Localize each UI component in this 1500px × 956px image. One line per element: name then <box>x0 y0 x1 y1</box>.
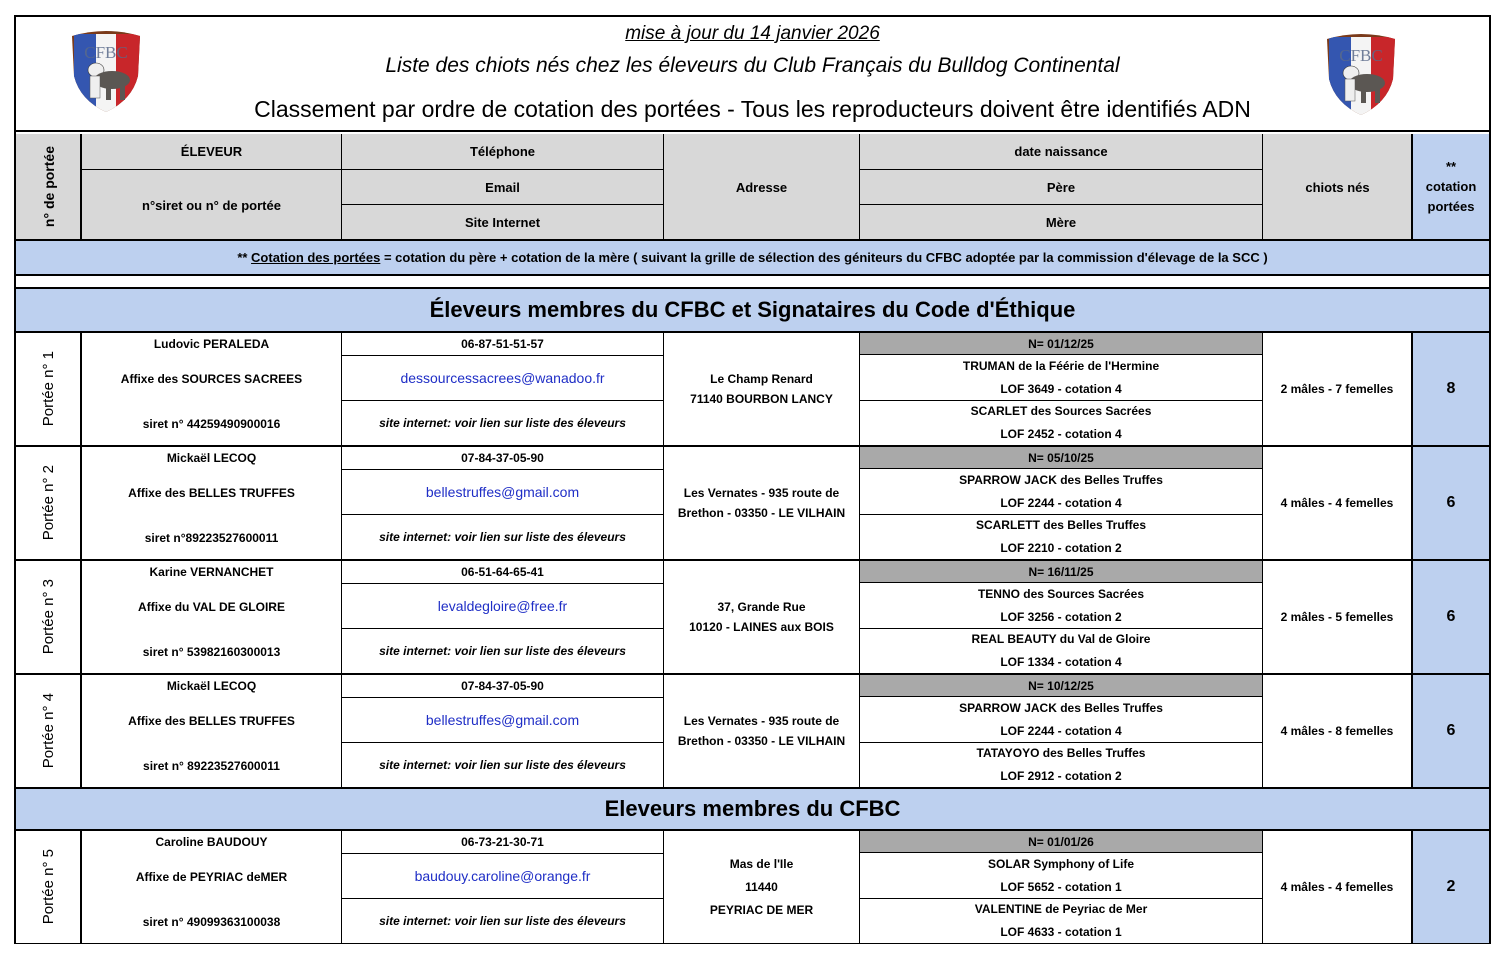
col-phone: Téléphone <box>342 134 663 169</box>
grid-line <box>663 447 664 559</box>
mother-name: REAL BEAUTY du Val de Gloire <box>971 632 1151 646</box>
breeder-email-link[interactable]: levaldegloire@free.fr <box>342 584 663 628</box>
breeder-website-note: site internet: voir lien sur liste des éleveurs <box>342 899 663 943</box>
grid-line <box>859 333 860 445</box>
breeder-affix: Affixe du VAL DE GLOIRE <box>82 583 341 631</box>
birth-date: N= 01/01/26 <box>860 831 1262 852</box>
grid-line <box>342 583 663 584</box>
breeder-siret: siret n°89223527600011 <box>82 517 341 559</box>
mother-cell <box>860 899 1262 943</box>
breeder-name: Mickaël LECOQ <box>82 447 341 469</box>
section-title-members: Eleveurs membres du CFBC <box>16 789 1489 829</box>
puppies-count: 4 mâles - 4 femelles <box>1263 447 1411 559</box>
litter-number: Portée n° 2 <box>39 465 57 541</box>
breeder-address <box>664 675 859 787</box>
row-divider <box>16 787 1489 789</box>
breeder-address <box>664 333 859 445</box>
puppies-count: 2 mâles - 5 femelles <box>1263 561 1411 673</box>
mother-lof: LOF 1334 - cotation 4 <box>1000 655 1122 669</box>
puppies-count: 4 mâles - 8 femelles <box>1263 675 1411 787</box>
puppies-count: 4 mâles - 4 femelles <box>1263 831 1411 943</box>
col-siret: n°siret ou n° de portée <box>82 170 341 240</box>
breeder-name: Caroline BAUDOUY <box>82 831 341 853</box>
address-line: Brethon - 03350 - LE VILHAIN <box>677 506 846 520</box>
grid-line <box>1262 447 1263 559</box>
grid-line <box>663 333 664 445</box>
col-litter-number: n° de portée <box>16 134 81 240</box>
grid-line <box>860 582 1262 583</box>
breeder-name: Ludovic PERALEDA <box>82 333 341 355</box>
father-cell <box>860 583 1262 628</box>
breeder-affix: Affixe des BELLES TRUFFES <box>82 697 341 745</box>
breeder-address <box>664 831 859 943</box>
grid-line <box>341 333 342 445</box>
breeder-affix: Affixe de PEYRIAC deMER <box>82 853 341 901</box>
col-breeder: ÉLEVEUR <box>82 134 341 169</box>
birth-date: N= 01/12/25 <box>860 333 1262 354</box>
cfbc-logo-right <box>1321 31 1401 117</box>
grid-line <box>1262 675 1263 787</box>
grid-line <box>860 468 1262 469</box>
father-name: SPARROW JACK des Belles Truffes <box>959 472 1163 487</box>
grid-line <box>1262 333 1263 445</box>
section-title-ethics: Éleveurs membres du CFBC et Signataires du Code d'Éthique <box>16 289 1489 331</box>
grid-line <box>1411 831 1413 943</box>
birth-date: N= 10/12/25 <box>860 675 1262 696</box>
birth-date: N= 16/11/25 <box>860 561 1262 582</box>
col-puppies: chiots nés <box>1263 134 1412 240</box>
breeder-email-link[interactable]: dessourcessacrees@wanadoo.fr <box>342 356 663 400</box>
breeder-name: Mickaël LECOQ <box>82 675 341 697</box>
address-line: 11440 <box>745 879 778 894</box>
grid-line <box>860 354 1262 355</box>
grid-line <box>342 898 663 899</box>
mother-name: SCARLET des Sources Sacrées <box>970 404 1152 418</box>
breeder-phone: 07-84-37-05-90 <box>342 447 663 469</box>
grid-line <box>860 898 1262 899</box>
breeder-affix: Affixe des BELLES TRUFFES <box>82 469 341 517</box>
address-line: Brethon - 03350 - LE VILHAIN <box>677 734 846 748</box>
grid-line <box>341 561 342 673</box>
breeder-name: Karine VERNANCHET <box>82 561 341 583</box>
col-mother: Mère <box>860 205 1262 240</box>
breeder-phone: 06-51-64-65-41 <box>342 561 663 583</box>
list-title: Liste des chiots nés chez les éleveurs du Club Français du Bulldog Continental <box>385 54 1120 77</box>
breeder-siret: siret n° 44259490900016 <box>82 403 341 445</box>
svg-text:CFBC: CFBC <box>1339 46 1383 65</box>
breeder-address <box>664 447 859 559</box>
grid-line <box>80 561 82 673</box>
breeder-phone: 07-84-37-05-90 <box>342 675 663 697</box>
mother-cell <box>860 515 1262 559</box>
father-name: TENNO des Sources Sacrées <box>977 586 1145 601</box>
breeder-email-link[interactable]: bellestruffes@gmail.com <box>342 698 663 742</box>
mother-name: VALENTINE de Peyriac de Mer <box>974 902 1148 916</box>
litter-number: Portée n° 4 <box>39 693 57 769</box>
grid-line <box>342 697 663 698</box>
grid-line <box>860 742 1262 743</box>
grid-line <box>80 333 82 445</box>
litter-rating: 6 <box>1413 447 1489 559</box>
grid-line <box>342 514 663 515</box>
father-cell <box>860 355 1262 400</box>
father-lof: LOF 3649 - cotation 4 <box>1000 381 1122 396</box>
mother-name: TATAYOYO des Belles Truffes <box>976 746 1146 760</box>
col-father: Père <box>860 170 1262 204</box>
father-lof: LOF 3256 - cotation 2 <box>1000 609 1122 624</box>
breeder-website-note: site internet: voir lien sur liste des éleveurs <box>342 743 663 787</box>
litter-rating: 6 <box>1413 561 1489 673</box>
litter-number-cell <box>16 447 80 559</box>
address-line: 37, Grande Rue <box>717 600 806 614</box>
litter-number: Portée n° 1 <box>39 351 57 427</box>
grid-line <box>859 447 860 559</box>
grid-line <box>663 675 664 787</box>
litter-rating: 2 <box>1413 831 1489 943</box>
address-line: Mas de l'Ile <box>729 856 794 871</box>
grid-line <box>1411 333 1413 445</box>
father-name: TRUMAN de la Féérie de l'Hermine <box>962 358 1160 373</box>
mother-cell <box>860 629 1262 673</box>
puppies-count: 2 mâles - 7 femelles <box>1263 333 1411 445</box>
breeder-phone: 06-87-51-51-57 <box>342 333 663 355</box>
col-rating: ** cotation portées <box>1413 134 1489 240</box>
breeder-siret: siret n° 49099363100038 <box>82 901 341 943</box>
father-lof: LOF 2244 - cotation 4 <box>1000 723 1122 738</box>
grid-line <box>1411 447 1413 559</box>
grid-line <box>342 469 663 470</box>
father-lof: LOF 2244 - cotation 4 <box>1000 495 1122 510</box>
grid-line <box>663 831 664 943</box>
litter-number-cell <box>16 333 80 445</box>
grid-line <box>342 355 663 356</box>
litter-list-document <box>14 15 1491 944</box>
svg-text:CFBC: CFBC <box>84 43 128 62</box>
address-line: 71140 BOURBON LANCY <box>690 392 833 406</box>
father-cell <box>860 697 1262 742</box>
mother-lof: LOF 2210 - cotation 2 <box>1000 541 1122 555</box>
grid-line <box>80 447 82 559</box>
grid-line <box>341 447 342 559</box>
breeder-email-link[interactable]: bellestruffes@gmail.com <box>342 470 663 514</box>
col-address: Adresse <box>664 134 859 240</box>
grid-line <box>860 400 1262 401</box>
litter-number-cell <box>16 831 80 943</box>
father-cell <box>860 853 1262 898</box>
mother-lof: LOF 2912 - cotation 2 <box>1000 769 1122 783</box>
grid-line <box>342 742 663 743</box>
update-date: mise à jour du 14 janvier 2026 <box>625 23 880 44</box>
father-lof: LOF 5652 - cotation 1 <box>1000 879 1122 894</box>
breeder-address <box>664 561 859 673</box>
breeder-siret: siret n° 89223527600011 <box>82 745 341 787</box>
breeder-email-link[interactable]: baudouy.caroline@orange.fr <box>342 854 663 898</box>
father-cell <box>860 469 1262 514</box>
grid-line <box>860 514 1262 515</box>
father-name: SPARROW JACK des Belles Truffes <box>959 700 1163 715</box>
litter-number-cell <box>16 561 80 673</box>
grid-line <box>1411 561 1413 673</box>
mother-cell <box>860 743 1262 787</box>
breeder-website-note: site internet: voir lien sur liste des éleveurs <box>342 515 663 559</box>
col-website: Site Internet <box>342 205 663 240</box>
litter-number-cell <box>16 675 80 787</box>
grid-line <box>341 831 342 943</box>
litter-number: Portée n° 3 <box>39 579 57 655</box>
grid-line <box>860 852 1262 853</box>
col-birth-date: date naissance <box>860 134 1262 169</box>
grid-line <box>342 400 663 401</box>
address-line: 10120 - LAINES aux BOIS <box>689 620 834 634</box>
rating-note: ** Cotation des portées = cotation du père + cotation de la mère ( suivant la grille de sélection des géniteurs du CFBC adoptée par la commission d'élevage de la SCC ) <box>16 241 1489 274</box>
breeder-siret: siret n° 53982160300013 <box>82 631 341 673</box>
litter-rating: 8 <box>1413 333 1489 445</box>
title-band <box>16 17 1489 132</box>
grid-line <box>859 831 860 943</box>
grid-line <box>860 628 1262 629</box>
grid-line <box>859 675 860 787</box>
grid-line <box>342 853 663 854</box>
address-line: Le Champ Renard <box>710 372 813 386</box>
rating-note-term: Cotation des portées <box>251 250 381 265</box>
grid-line <box>1411 675 1413 787</box>
address-line: PEYRIAC DE MER <box>709 902 814 917</box>
grid-line <box>80 675 82 787</box>
litter-number: Portée n° 5 <box>39 849 57 925</box>
grid-line <box>1262 561 1263 673</box>
mother-lof: LOF 2452 - cotation 4 <box>1000 427 1122 441</box>
mother-lof: LOF 4633 - cotation 1 <box>1000 925 1122 939</box>
mother-cell <box>860 401 1262 445</box>
ranking-title: Classement par ordre de cotation des portées - Tous les reproducteurs doivent être identifiés ADN <box>254 96 1251 122</box>
breeder-affix: Affixe des SOURCES SACREES <box>82 355 341 403</box>
address-line: Les Vernates - 935 route de <box>683 714 840 728</box>
col-email: Email <box>342 170 663 204</box>
breeder-website-note: site internet: voir lien sur liste des éleveurs <box>342 401 663 445</box>
grid-line <box>663 561 664 673</box>
address-line: Les Vernates - 935 route de <box>683 486 840 500</box>
grid-line <box>80 831 82 943</box>
grid-line <box>341 675 342 787</box>
mother-name: SCARLETT des Belles Truffes <box>975 518 1147 532</box>
grid-line <box>342 628 663 629</box>
litter-rating: 6 <box>1413 675 1489 787</box>
father-name: SOLAR Symphony of Life <box>987 856 1134 871</box>
breeder-phone: 06-73-21-30-71 <box>342 831 663 853</box>
birth-date: N= 05/10/25 <box>860 447 1262 468</box>
grid-line <box>1262 831 1263 943</box>
breeder-website-note: site internet: voir lien sur liste des éleveurs <box>342 629 663 673</box>
grid-line <box>860 696 1262 697</box>
grid-line <box>859 561 860 673</box>
